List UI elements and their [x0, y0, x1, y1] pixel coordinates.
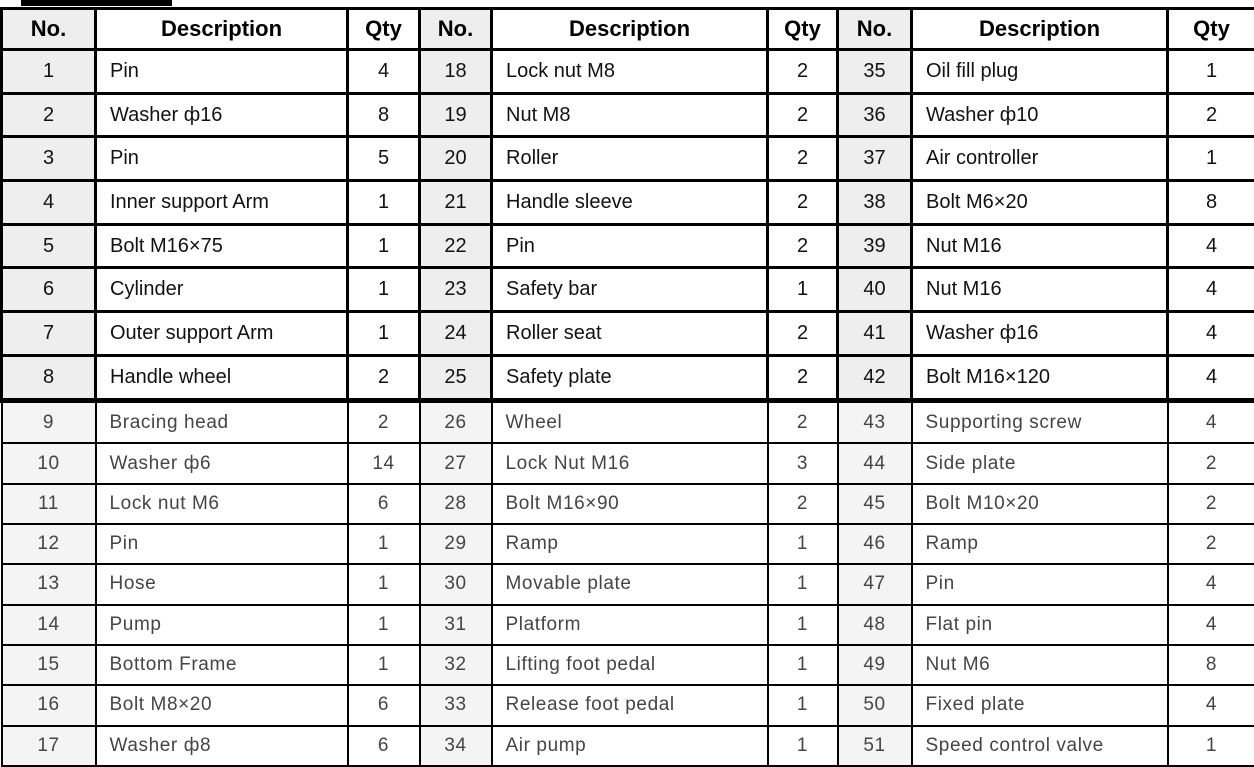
part-no-cell: 39 [838, 224, 912, 268]
part-desc-cell: Bolt M10×20 [912, 484, 1168, 524]
part-qty-cell: 1 [348, 645, 420, 685]
part-qty-cell: 8 [348, 93, 420, 137]
part-qty-cell: 2 [768, 181, 838, 225]
part-no-cell: 46 [838, 524, 912, 564]
part-no-cell: 30 [420, 564, 492, 604]
part-desc-cell: Bottom Frame [96, 645, 348, 685]
part-qty-cell: 14 [348, 443, 420, 483]
part-no-cell: 8 [2, 355, 96, 400]
header-cell-qty: Qty [348, 9, 420, 50]
part-desc-cell: Bolt M16×90 [492, 484, 768, 524]
part-desc-cell: Movable plate [492, 564, 768, 604]
part-qty-cell: 4 [1168, 224, 1254, 268]
part-no-cell: 34 [420, 726, 492, 766]
part-no-cell: 14 [2, 605, 96, 645]
part-desc-cell: Washer ф8 [96, 726, 348, 766]
table-row [2, 685, 1254, 725]
part-no-cell: 17 [2, 726, 96, 766]
part-desc-cell: Lifting foot pedal [492, 645, 768, 685]
part-desc-cell: Pin [912, 564, 1168, 604]
part-desc-cell: Air pump [492, 726, 768, 766]
table-row [2, 484, 1254, 524]
part-no-cell: 1 [2, 50, 96, 94]
part-desc-cell: Washer ф10 [912, 93, 1168, 137]
part-qty-cell: 1 [348, 605, 420, 645]
part-qty-cell: 2 [768, 93, 838, 137]
part-no-cell: 5 [2, 224, 96, 268]
part-qty-cell: 8 [1168, 181, 1254, 225]
part-qty-cell: 4 [1168, 564, 1254, 604]
part-qty-cell: 4 [1168, 605, 1254, 645]
part-qty-cell: 1 [348, 268, 420, 312]
part-qty-cell: 4 [1168, 401, 1254, 444]
part-qty-cell: 2 [768, 224, 838, 268]
part-no-cell: 35 [838, 50, 912, 94]
header-cell-qty: Qty [1168, 9, 1254, 50]
part-no-cell: 26 [420, 401, 492, 444]
part-no-cell: 23 [420, 268, 492, 312]
part-desc-cell: Speed control valve [912, 726, 1168, 766]
part-no-cell: 28 [420, 484, 492, 524]
part-desc-cell: Release foot pedal [492, 685, 768, 725]
part-desc-cell: Cylinder [96, 268, 348, 312]
header-cell-description: Description [96, 9, 348, 50]
part-no-cell: 6 [2, 268, 96, 312]
part-qty-cell: 2 [768, 401, 838, 444]
part-no-cell: 51 [838, 726, 912, 766]
part-no-cell: 3 [2, 137, 96, 181]
part-desc-cell: Pin [96, 524, 348, 564]
part-no-cell: 27 [420, 443, 492, 483]
part-qty-cell: 1 [1168, 50, 1254, 94]
part-desc-cell: Pin [96, 50, 348, 94]
part-desc-cell: Oil fill plug [912, 50, 1168, 94]
part-qty-cell: 2 [768, 312, 838, 356]
part-no-cell: 38 [838, 181, 912, 225]
part-desc-cell: Pump [96, 605, 348, 645]
part-desc-cell: Bracing head [96, 401, 348, 444]
part-desc-cell: Pin [492, 224, 768, 268]
part-desc-cell: Bolt M8×20 [96, 685, 348, 725]
part-qty-cell: 2 [768, 484, 838, 524]
part-qty-cell: 2 [1168, 484, 1254, 524]
header-cell-description: Description [912, 9, 1168, 50]
table-row [2, 645, 1254, 685]
part-no-cell: 24 [420, 312, 492, 356]
table-row [2, 137, 1254, 181]
part-qty-cell: 2 [348, 355, 420, 400]
part-desc-cell: Ramp [492, 524, 768, 564]
part-no-cell: 41 [838, 312, 912, 356]
table-row [2, 726, 1254, 766]
part-qty-cell: 6 [348, 726, 420, 766]
part-no-cell: 48 [838, 605, 912, 645]
part-desc-cell: Outer support Arm [96, 312, 348, 356]
part-no-cell: 13 [2, 564, 96, 604]
table-row [2, 524, 1254, 564]
part-desc-cell: Lock Nut M16 [492, 443, 768, 483]
part-no-cell: 36 [838, 93, 912, 137]
part-qty-cell: 2 [1168, 93, 1254, 137]
parts-table-body [2, 50, 1254, 767]
part-qty-cell: 1 [768, 605, 838, 645]
part-desc-cell: Bolt M6×20 [912, 181, 1168, 225]
part-desc-cell: Lock nut M8 [492, 50, 768, 94]
header-cell-no: No. [420, 9, 492, 50]
part-desc-cell: Handle sleeve [492, 181, 768, 225]
part-desc-cell: Bolt M16×120 [912, 355, 1168, 400]
part-qty-cell: 2 [768, 355, 838, 400]
part-no-cell: 40 [838, 268, 912, 312]
part-qty-cell: 1 [768, 564, 838, 604]
part-no-cell: 2 [2, 93, 96, 137]
header-cell-no: No. [838, 9, 912, 50]
part-desc-cell: Roller seat [492, 312, 768, 356]
header-row [2, 9, 1254, 50]
part-no-cell: 50 [838, 685, 912, 725]
part-desc-cell: Pin [96, 137, 348, 181]
part-desc-cell: Roller [492, 137, 768, 181]
part-desc-cell: Washer ф16 [96, 93, 348, 137]
part-no-cell: 44 [838, 443, 912, 483]
part-no-cell: 21 [420, 181, 492, 225]
part-desc-cell: Nut M16 [912, 268, 1168, 312]
part-qty-cell: 4 [348, 50, 420, 94]
part-no-cell: 11 [2, 484, 96, 524]
part-qty-cell: 1 [768, 645, 838, 685]
table-row [2, 224, 1254, 268]
part-no-cell: 12 [2, 524, 96, 564]
part-desc-cell: Bolt M16×75 [96, 224, 348, 268]
part-qty-cell: 2 [768, 50, 838, 94]
part-desc-cell: Nut M8 [492, 93, 768, 137]
header-cell-description: Description [492, 9, 768, 50]
part-qty-cell: 2 [768, 137, 838, 181]
part-desc-cell: Inner support Arm [96, 181, 348, 225]
part-desc-cell: Ramp [912, 524, 1168, 564]
part-no-cell: 4 [2, 181, 96, 225]
part-no-cell: 33 [420, 685, 492, 725]
part-desc-cell: Air controller [912, 137, 1168, 181]
part-qty-cell: 6 [348, 685, 420, 725]
part-desc-cell: Side plate [912, 443, 1168, 483]
part-qty-cell: 1 [348, 181, 420, 225]
part-desc-cell: Flat pin [912, 605, 1168, 645]
part-qty-cell: 1 [768, 685, 838, 725]
part-no-cell: 25 [420, 355, 492, 400]
part-qty-cell: 6 [348, 484, 420, 524]
part-qty-cell: 1 [348, 524, 420, 564]
part-no-cell: 19 [420, 93, 492, 137]
table-row [2, 355, 1254, 400]
part-qty-cell: 1 [348, 564, 420, 604]
part-no-cell: 15 [2, 645, 96, 685]
part-desc-cell: Wheel [492, 401, 768, 444]
part-qty-cell: 2 [348, 401, 420, 444]
table-row [2, 93, 1254, 137]
header-cell-no: No. [2, 9, 96, 50]
part-qty-cell: 1 [768, 268, 838, 312]
part-no-cell: 43 [838, 401, 912, 444]
part-desc-cell: Platform [492, 605, 768, 645]
part-desc-cell: Lock nut M6 [96, 484, 348, 524]
part-qty-cell: 4 [1168, 312, 1254, 356]
part-desc-cell: Washer ф16 [912, 312, 1168, 356]
part-no-cell: 16 [2, 685, 96, 725]
part-no-cell: 7 [2, 312, 96, 356]
part-no-cell: 20 [420, 137, 492, 181]
part-qty-cell: 2 [1168, 443, 1254, 483]
top-crop-mark [21, 0, 172, 6]
part-no-cell: 31 [420, 605, 492, 645]
table-row [2, 401, 1254, 444]
table-row [2, 268, 1254, 312]
part-no-cell: 29 [420, 524, 492, 564]
part-no-cell: 37 [838, 137, 912, 181]
part-desc-cell: Hose [96, 564, 348, 604]
part-desc-cell: Safety plate [492, 355, 768, 400]
part-desc-cell: Nut M6 [912, 645, 1168, 685]
table-row [2, 312, 1254, 356]
part-qty-cell: 3 [768, 443, 838, 483]
part-qty-cell: 1 [768, 726, 838, 766]
part-no-cell: 42 [838, 355, 912, 400]
table-row [2, 564, 1254, 604]
part-no-cell: 9 [2, 401, 96, 444]
part-qty-cell: 1 [768, 524, 838, 564]
table-row [2, 443, 1254, 483]
part-no-cell: 10 [2, 443, 96, 483]
part-qty-cell: 1 [1168, 137, 1254, 181]
part-desc-cell: Washer ф6 [96, 443, 348, 483]
part-no-cell: 18 [420, 50, 492, 94]
table-row [2, 605, 1254, 645]
part-no-cell: 22 [420, 224, 492, 268]
part-qty-cell: 4 [1168, 268, 1254, 312]
part-no-cell: 45 [838, 484, 912, 524]
part-desc-cell: Supporting screw [912, 401, 1168, 444]
part-qty-cell: 1 [348, 312, 420, 356]
table-row [2, 50, 1254, 94]
part-desc-cell: Nut M16 [912, 224, 1168, 268]
part-qty-cell: 1 [1168, 726, 1254, 766]
part-desc-cell: Handle wheel [96, 355, 348, 400]
part-desc-cell: Fixed plate [912, 685, 1168, 725]
part-no-cell: 47 [838, 564, 912, 604]
header-cell-qty: Qty [768, 9, 838, 50]
parts-table [0, 7, 1254, 767]
part-qty-cell: 8 [1168, 645, 1254, 685]
part-no-cell: 32 [420, 645, 492, 685]
part-qty-cell: 5 [348, 137, 420, 181]
part-qty-cell: 4 [1168, 355, 1254, 400]
part-qty-cell: 4 [1168, 685, 1254, 725]
part-qty-cell: 2 [1168, 524, 1254, 564]
part-qty-cell: 1 [348, 224, 420, 268]
part-desc-cell: Safety bar [492, 268, 768, 312]
table-row [2, 181, 1254, 225]
part-no-cell: 49 [838, 645, 912, 685]
